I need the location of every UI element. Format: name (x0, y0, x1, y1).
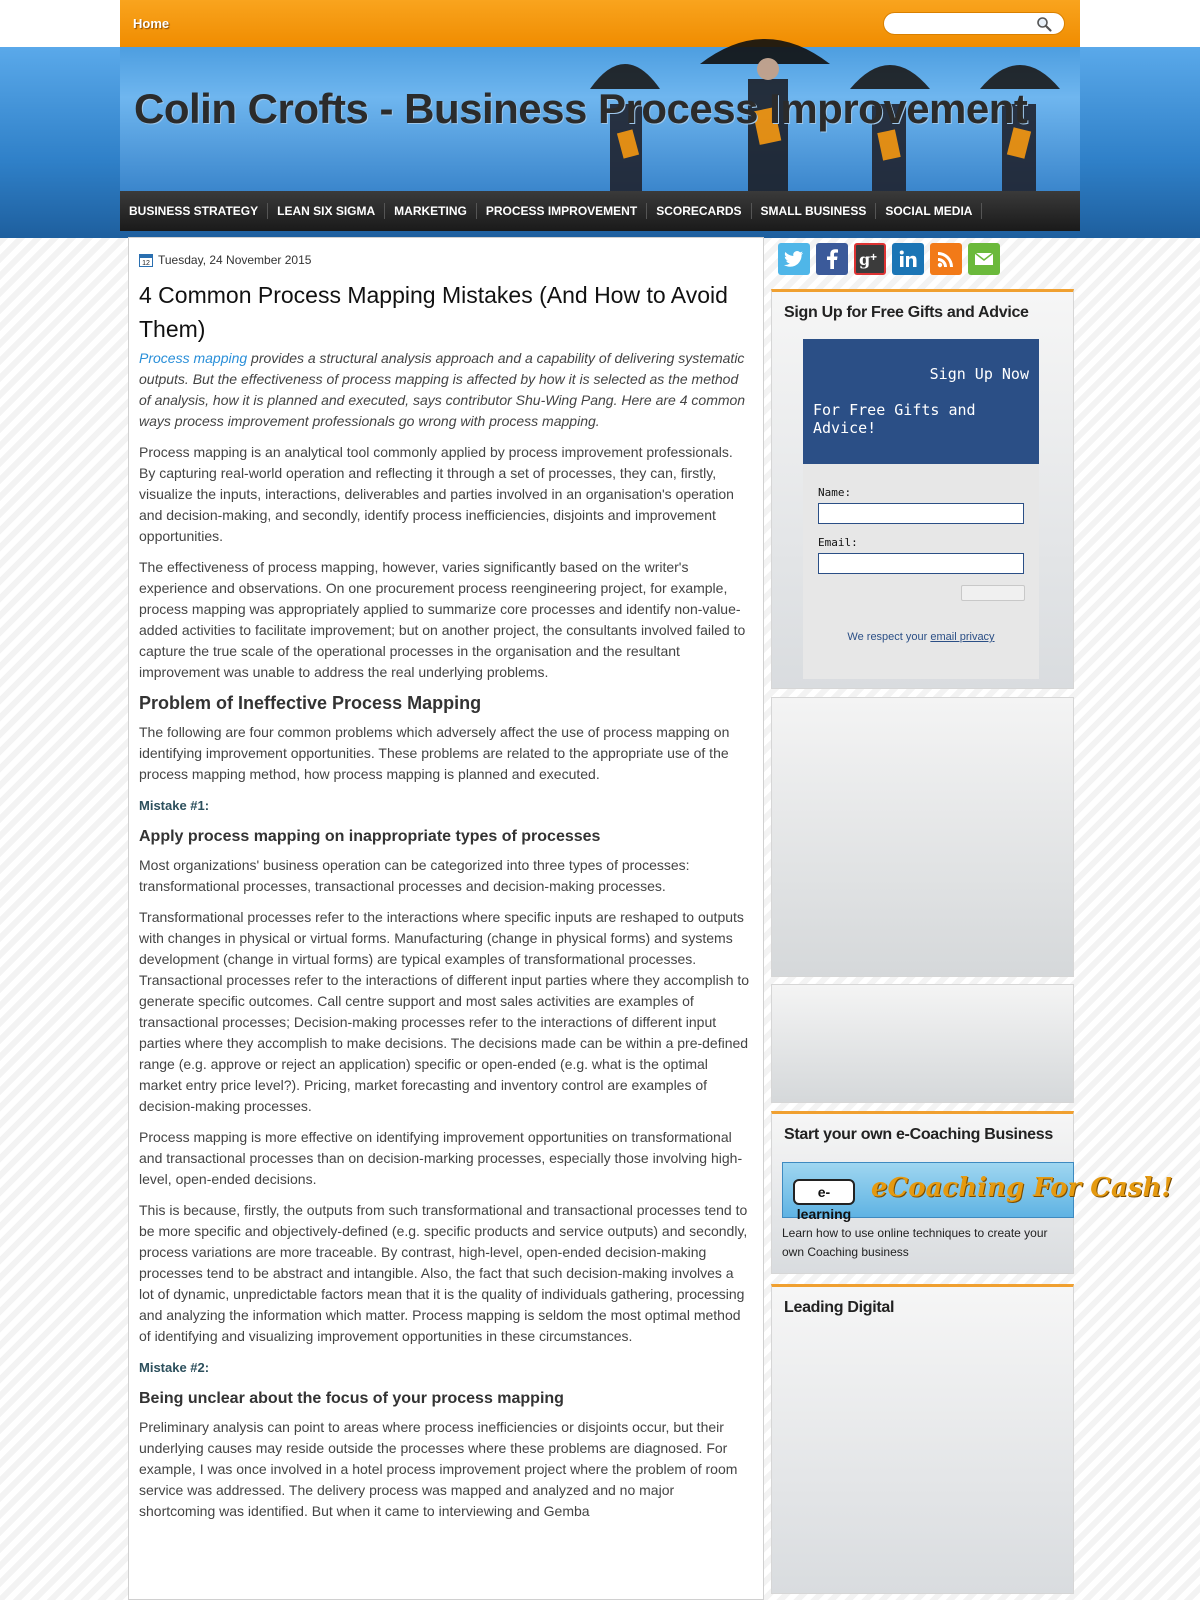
blog-post (128, 237, 764, 1600)
ecoaching-widget (771, 1111, 1173, 1274)
social-links (778, 243, 1000, 275)
post-intro-text: provides a structural analysis approach and a capability of delivering systematic outputs. But the effectiveness of process mapping is affected by how it is selected as the method of analysis, how it is planned and executed, says contributor Shu-Wing Pang. Here are 4 common ways process improvement professionals go wrong with process mapping. (139, 350, 746, 429)
paragraph: The following are four common problems which adversely affect the use of process mapping on identifying improvement opportunities. These problems are related to the appropriate use of the process mapping method, how process mapping is planned and executed. (139, 724, 730, 782)
signup-form (803, 339, 1039, 679)
twitter-icon[interactable] (778, 243, 810, 275)
post-date (139, 253, 311, 267)
paragraph: This is because, firstly, the outputs from such transformational and transactional processes tend to be more specific and objectively-defined (e.g. specific products and service outputs) and secondly, process variations are more traceable. By contrast, high-level, open-ended decision-making processes tend to be abstract and intangible. Also, the fact that such decision-making involves a lot of dynamic, unpredictable factors mean that it is the quality of individuals gathering, processing and analyzing the information which matter. Process mapping is seldom the most optimal method of identifying and visualizing improvement opportunities in these circumstances. (139, 1202, 748, 1344)
section-heading: Problem of Ineffective Process Mapping (139, 693, 482, 713)
ad-widget-2 (771, 984, 1074, 1103)
nav-item-small-business[interactable]: SMALL BUSINESS (752, 203, 877, 219)
paragraph: The effectiveness of process mapping, however, varies significantly based on the writer's experience and observations. On one procurement process reengineering project, for example, process mapping was appropriately applied to summarize core processes and identify non-value-added activities to facilitate improvement; but on another project, the consultants involved failed to capture the true scale of the operational processes in the organisation and the resultant improvement was unable to address the real underlying problems. (139, 559, 746, 680)
paragraph: Most organizations' business operation can be categorized into three types of processes: transformational processes, transactional processes and decision-making processes. (139, 857, 690, 894)
mistake-heading: Apply process mapping on inappropriate types of processes (139, 828, 601, 845)
email-privacy-link[interactable]: email privacy (930, 631, 995, 643)
ecoaching-banner-text: eCoaching For Cash! (871, 1173, 1173, 1203)
post-date-text: Tuesday, 24 November 2015 (158, 253, 312, 267)
nav-item-marketing[interactable]: MARKETING (385, 203, 477, 219)
process-mapping-link[interactable]: Process mapping (139, 350, 248, 366)
signup-widget-title: Sign Up for Free Gifts and Advice (784, 304, 1029, 321)
signup-subheading: For Free Gifts and Advice! (813, 401, 976, 437)
page-wrapper (120, 0, 1173, 1600)
paragraph: Preliminary analysis can point to areas where process inefficiencies or disjoints occur, but their underlying causes may reside outside the processes where these problems are diagnosed. For example, I was once involved in a hotel process improvement project where the problem of room service was addressed. The delivery process was mapped and analyzed and no major shortcoming was identified. But when it came to interviewing and Gemba (139, 1419, 738, 1519)
rss-icon[interactable] (930, 243, 962, 275)
paragraph: Process mapping is an analytical tool commonly applied by process improvement professionals. By capturing real-world operation and reflecting it through a set of processes, they can, firstly, visualize the inputs, interactions, deliverables and parties involved in an organisation's operation and decision-making, and secondly, identify process inefficiencies, disjoints and improvement opportunities. (139, 444, 734, 544)
submit-button[interactable] (961, 585, 1025, 601)
ecoaching-banner[interactable] (782, 1162, 1173, 1222)
leading-digital-widget (771, 1284, 1074, 1594)
svg-text:g: g (859, 250, 871, 269)
site-title[interactable]: Colin Crofts - Business Process Improvement (134, 85, 1028, 132)
mistake-label: Mistake #2: (139, 1360, 210, 1375)
post-body (139, 348, 751, 1532)
facebook-icon[interactable] (816, 243, 848, 275)
signup-widget (771, 289, 1074, 689)
google-plus-icon[interactable] (854, 243, 886, 275)
privacy-note (803, 631, 1039, 643)
main-nav (120, 191, 1080, 231)
leading-digital-title: Leading Digital (784, 1299, 895, 1316)
paragraph: Process mapping is more effective on identifying improvement opportunities on transformational and transactional processes than on decision-marking processes, especially those involving high-level, open-ended decisions. (139, 1129, 743, 1187)
svg-text:+: + (870, 250, 878, 264)
mistake-label: Mistake #1: (139, 798, 210, 813)
ecoaching-description: Learn how to use online techniques to create your own Coaching business (782, 1226, 1048, 1259)
nav-item-scorecards[interactable]: SCORECARDS (647, 203, 751, 219)
nav-item-business-strategy[interactable]: BUSINESS STRATEGY (120, 203, 268, 219)
mistake-heading: Being unclear about the focus of your process mapping (139, 1390, 564, 1407)
nav-item-social-media[interactable]: SOCIAL MEDIA (876, 203, 982, 219)
svg-text:12: 12 (142, 260, 150, 267)
home-link[interactable]: Home (133, 16, 170, 31)
elearning-badge: e-learning (793, 1179, 855, 1205)
calendar-icon (139, 253, 153, 267)
nav-item-lean-six-sigma[interactable]: LEAN SIX SIGMA (268, 203, 385, 219)
name-label: Name: (818, 486, 852, 499)
post-title[interactable]: 4 Common Process Mapping Mistakes (And How to Avoid Them) (139, 282, 728, 342)
email-label: Email: (818, 536, 858, 549)
privacy-text: We respect your (847, 631, 931, 643)
post-intro (139, 348, 751, 432)
signup-header (803, 339, 1039, 464)
email-icon[interactable] (968, 243, 1000, 275)
linkedin-icon[interactable] (892, 243, 924, 275)
paragraph: Transformational processes refer to the interactions where specific inputs are reshaped to outputs with changes in physical or virtual forms. Manufacturing (change in physical forms) and systems development (change in virtual forms) are typical examples of transformational processes. Transactional processes refer to the interactions of different input parties where they accomplish to generate specific outcomes. Call centre support and most sales activities are examples of transactional processes; Decision-making processes refer to the interactions of different input parties where they accomplish to make decisions. The decisions made can be within a pre-defined range (e.g. approve or reject an application) specific or open-ended (e.g. what is the optimal market entry price level?). Pricing, market forecasting and inventory control are examples of decision-making processes. (139, 909, 750, 1114)
ad-widget-1 (771, 697, 1074, 977)
site-header (120, 47, 1080, 191)
email-field[interactable] (818, 553, 1024, 574)
nav-item-process-improvement[interactable]: PROCESS IMPROVEMENT (477, 203, 647, 219)
signup-heading: Sign Up Now (929, 365, 1029, 383)
name-field[interactable] (818, 503, 1024, 524)
ecoaching-widget-title: Start your own e-Coaching Business (784, 1126, 1053, 1143)
